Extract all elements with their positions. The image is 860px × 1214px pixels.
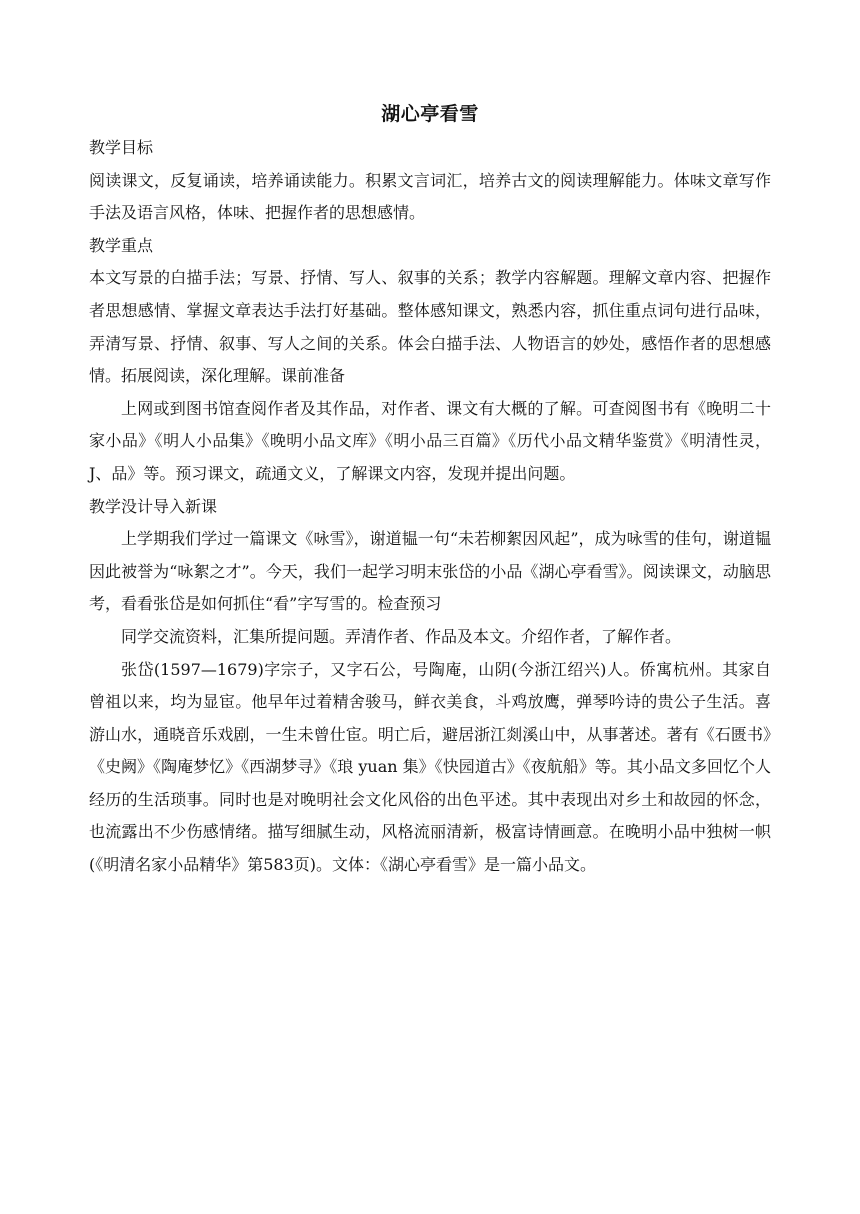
paragraph-author-bio: 张岱(1597—1679)字宗子，又字石公，号陶庵，山阴(今浙江绍兴)人。侨寓杭州。其家自曾祖以来，均为显宦。他早年过着精舍骏马，鲜衣美食，斗鸡放鹰，弹琴吟诗的贵公子生活。喜游山水，通晓音乐戏剧，一生未曾仕宦。明亡后，避居浙江剡溪山中，从事著述。著有《石匮书》《史阙》《陶庵梦忆》《西湖梦寻》《琅 yuan 集》《快园道古》《夜航船》等。其小品文多回忆个人经历的生活琐事。同时也是对晚明社会文化风俗的出色平述。其中表现出对乡土和故园的怀念，也流露出不少伤感情绪。描写细腻生动，风格流丽清新，极富诗情画意。在晚明小品中独树一帜(《明清名家小品精华》第583页)。文体：《湖心亭看雪》是一篇小品文。 [89, 659, 771, 875]
document-page [89, 96, 771, 882]
section-heading-lesson-design: 教学没计导入新课 [89, 496, 218, 516]
paragraph-introduction: 上学期我们学过一篇课文《咏雪》，谢道韫一句“未若柳絮因风起”，成为咏雪的佳句，谢道韫因此被誉为“咏絮之才”。今天，我们一起学习明末张岱的小品《湖心亭看雪》。阅读课文，动脑思考，看看张岱是如何抓住“看”字写雪的。检查预习 [89, 529, 771, 614]
paragraph-preparation: 上网或到图书馆查阅作者及其作品，对作者、课文有大概的了解。可查阅图书有《晚明二十家小品》《明人小品集》《晚明小品文库》《明小品三百篇》《历代小品文精华鉴赏》《明清性灵，J、品》等。预习课文，疏通文义，了解课文内容，发现并提出问题。 [89, 398, 771, 483]
section-heading-teaching-focus: 教学重点 [89, 235, 154, 255]
paragraph-teaching-goals: 阅读课文，反复诵读，培养诵读能力。积累文言词汇，培养古文的阅读理解能力。体味文章写作手法及语言风格，体味、把握作者的思想感情。 [89, 170, 771, 223]
paragraph-teaching-focus: 本文写景的白描手法；写景、抒情、写人、叙事的关系；教学内容解题。理解文章内容、把握作者思想感情、掌握文章表达手法打好基础。整体感知课文，熟悉内容，抓住重点词句进行品味，弄清写景、抒情、叙事、写人之间的关系。体会白描手法、人物语言的妙处，感悟作者的思想感情。拓展阅读，深化理解。课前准备 [89, 268, 771, 386]
section-heading-teaching-goals: 教学目标 [89, 138, 154, 157]
paragraph-exchange: 同学交流资料，汇集所提问题。弄清作者、作品及本文。介绍作者，了解作者。 [121, 626, 682, 646]
document-title: 湖心亭看雪 [381, 103, 479, 125]
